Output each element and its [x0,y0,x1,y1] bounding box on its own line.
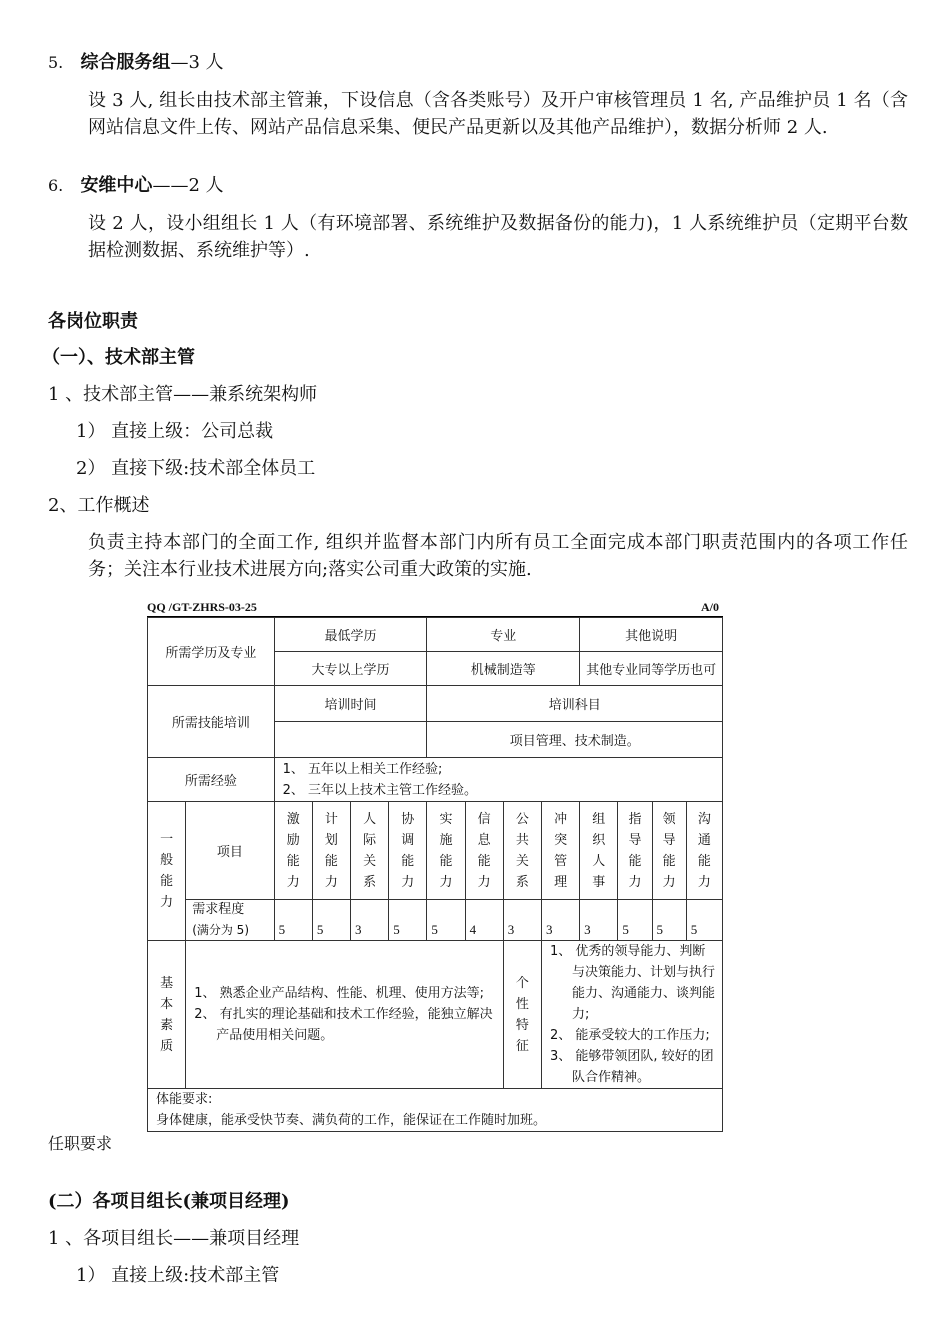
ability-header-5 [427,802,465,900]
demand-sublabel: (满分为 5) [192,923,250,937]
part1-superior: 1） 直接上级：公司总裁 [76,421,274,442]
document-version: A/0 [701,600,719,614]
edu-header-major: 专业 [427,618,580,652]
ability-score-8: 3 [541,900,579,941]
vertical-char: 协 [401,811,415,827]
vertical-char: 本 [160,996,174,1012]
section-6-title: 安维中心 [80,175,153,196]
table-header-line [147,600,723,617]
section-5-suffix: —3 人 [170,52,224,73]
part1-item1: 1 、技术部主管——兼系统架构师 [48,384,318,405]
vertical-char: 力 [160,895,174,910]
personality-cell [541,941,722,1089]
vertical-char: 素 [160,1017,174,1033]
vertical-char: 力 [324,874,338,890]
ability-score-6: 4 [465,900,503,941]
section-5-number: 5. [48,53,64,72]
edu-value-degree: 大专以上学历 [274,652,427,686]
vertical-char: 事 [592,874,606,890]
ability-score-11: 5 [652,900,686,941]
section-6-heading [48,175,224,197]
vertical-char: 般 [160,853,174,868]
vertical-char: 力 [439,874,453,890]
ability-header-12 [686,802,722,900]
training-header-subject: 培训科目 [427,686,723,722]
part1-item2: 2、工作概述 [48,495,150,516]
part2-superior: 1） 直接上级:技术部主管 [76,1265,280,1286]
vertical-char: 公 [515,811,529,827]
vertical-char: 基 [160,975,174,991]
ability-header-3 [351,802,389,900]
physical-text: 身体健康，能承受快节奏、满负荷的工作，能保证在工作随时加班。 [156,1113,547,1128]
vertical-char: 理 [554,874,568,890]
section-5-title: 综合服务组 [80,52,171,73]
general-ability-label [148,802,186,941]
vertical-char: 领 [662,811,676,827]
vertical-char: 调 [401,832,415,848]
section-6-body: 设 2 人，设小组组长 1 人（有环境部署、系统维护及数据备份的能力)，1 人系统维护员（定期平台数据检测数据、系统维护等）. [88,213,908,261]
part2-item1: 1 、各项目组长——兼项目经理 [48,1228,300,1249]
vertical-char: 导 [662,832,676,848]
edu-value-other: 其他专业同等学历也可 [580,652,723,686]
basic-quality-label [148,941,186,1089]
vertical-char: 特 [515,1017,529,1033]
vertical-char: 突 [554,832,568,848]
ability-header-2 [312,802,350,900]
ability-header-1 [274,802,312,900]
demand-label: 需求程度 [192,902,245,917]
vertical-char: 施 [439,832,453,848]
vertical-char: 力 [286,874,300,890]
vertical-char: 管 [554,853,568,869]
training-header-time: 培训时间 [274,686,427,722]
vertical-char: 织 [592,832,606,848]
training-value-time [274,722,427,758]
training-label: 所需技能培训 [148,686,275,758]
vertical-char: 能 [324,853,338,869]
document-code: QQ /GT-ZHRS-03-25 [147,600,257,614]
ability-score-10: 5 [618,900,652,941]
vertical-char: 实 [439,811,453,827]
vertical-char: 系 [515,874,529,890]
vertical-char: 力 [697,874,711,890]
vertical-char: 一 [160,832,174,847]
vertical-char: 激 [286,811,300,827]
part2-heading: (二）各项目组长(兼项目经理) [48,1191,290,1212]
ability-score-1: 5 [274,900,312,941]
demand-label-cell [186,900,274,941]
ability-header-8 [541,802,579,900]
ability-header-6 [465,802,503,900]
basic-quality-item-2: 2、 有扎实的理论基础和技术工作经验，能独立解决产品使用相关问题。 [194,1007,493,1043]
vertical-char: 导 [628,832,642,848]
experience-item-2: 2、 三年以上技术主管工作经验。 [282,782,478,798]
item-label: 项目 [186,802,274,900]
training-value-subject: 项目管理、技术制造。 [427,722,723,758]
vertical-char: 人 [363,811,377,827]
physical-cell [148,1089,723,1132]
job-requirements-table [147,600,723,1132]
vertical-char: 组 [592,811,606,827]
experience-list [275,759,722,801]
section-5-body: 设 3 人, 组长由技术部主管兼，下设信息（含各类账号）及开户审核管理员 1 名, 产品维护员 1 名（含网站信息文件上传、网站产品信息采集、便民产品更新以及其他产品维护），数据分析师 2 人. [88,90,908,138]
personality-item-1: 1、 优秀的领导能力、判断与决策能力、计划与执行能力、沟通能力、谈判能力; [549,944,715,1022]
vertical-char: 关 [363,853,377,869]
basic-quality-item-1: 1、 熟悉企业产品结构、性能、机理、使用方法等; [194,986,484,1001]
vertical-char: 通 [697,832,711,848]
vertical-char: 计 [324,811,338,827]
vertical-char: 励 [286,832,300,848]
section-6-suffix: ——2 人 [152,175,224,196]
vertical-char: 力 [628,874,642,890]
part1-overview: 负责主持本部门的全面工作, 组织并监督本部门内所有员工全面完成本部门职责范围内的各项工作任务；关注本行业技术进展方向;落实公司重大政策的实施. [88,532,908,580]
ability-header-4 [389,802,427,900]
vertical-char: 力 [662,874,676,890]
vertical-char: 个 [515,975,529,991]
ability-score-2: 5 [312,900,350,941]
ability-score-3: 3 [351,900,389,941]
vertical-char: 系 [363,874,377,890]
vertical-char: 共 [515,832,529,848]
section-6-number: 6. [48,176,64,195]
vertical-char: 能 [160,874,174,889]
duties-title: 各岗位职责 [48,311,138,332]
vertical-char: 指 [628,811,642,827]
vertical-char: 沟 [697,811,711,827]
personality-label [503,941,541,1089]
vertical-char: 人 [592,853,606,869]
ability-score-5: 5 [427,900,465,941]
vertical-char: 际 [363,832,377,848]
vertical-char: 能 [477,853,491,869]
edu-label: 所需学历及专业 [148,618,275,686]
vertical-char: 力 [477,874,491,890]
basic-quality-list [186,983,503,1046]
vertical-char: 性 [515,996,529,1012]
vertical-char: 能 [628,853,642,869]
vertical-char: 关 [515,853,529,869]
personality-item-3: 3、 能够带领团队, 较好的团队合作精神。 [549,1049,714,1085]
ability-header-11 [652,802,686,900]
vertical-char: 能 [662,853,676,869]
vertical-char: 力 [401,874,415,890]
requirements-grid [147,617,723,1132]
personality-item-2: 2、 能承受较大的工作压力; [549,1028,710,1043]
part1-heading: （一）、技术部主管 [42,347,195,368]
physical-label: 体能要求: [156,1092,213,1107]
ability-header-10 [618,802,652,900]
ability-score-4: 5 [389,900,427,941]
vertical-char: 冲 [554,811,568,827]
vertical-char: 质 [160,1038,174,1054]
vertical-char: 能 [439,853,453,869]
personality-list [542,941,722,1088]
vertical-char: 能 [401,853,415,869]
part1-subordinate: 2） 直接下级:技术部全体员工 [76,458,316,479]
basic-quality-cell [186,941,504,1089]
vertical-char: 能 [697,853,711,869]
edu-header-other: 其他说明 [580,618,723,652]
ability-header-9 [580,802,618,900]
ability-score-7: 3 [503,900,541,941]
ability-score-12: 5 [686,900,722,941]
ability-header-7 [503,802,541,900]
experience-item-1: 1、 五年以上相关工作经验; [282,761,443,777]
vertical-char: 征 [515,1038,529,1054]
vertical-char: 划 [324,832,338,848]
vertical-char: 信 [477,811,491,827]
vertical-char: 能 [286,853,300,869]
ability-score-9: 3 [580,900,618,941]
experience-label: 所需经验 [148,758,275,802]
vertical-char: 息 [477,832,491,848]
section-5-heading [48,52,224,74]
experience-cell [274,758,722,802]
edu-header-degree: 最低学历 [274,618,427,652]
edu-value-major: 机械制造等 [427,652,580,686]
table-caption: 任职要求 [48,1134,113,1153]
